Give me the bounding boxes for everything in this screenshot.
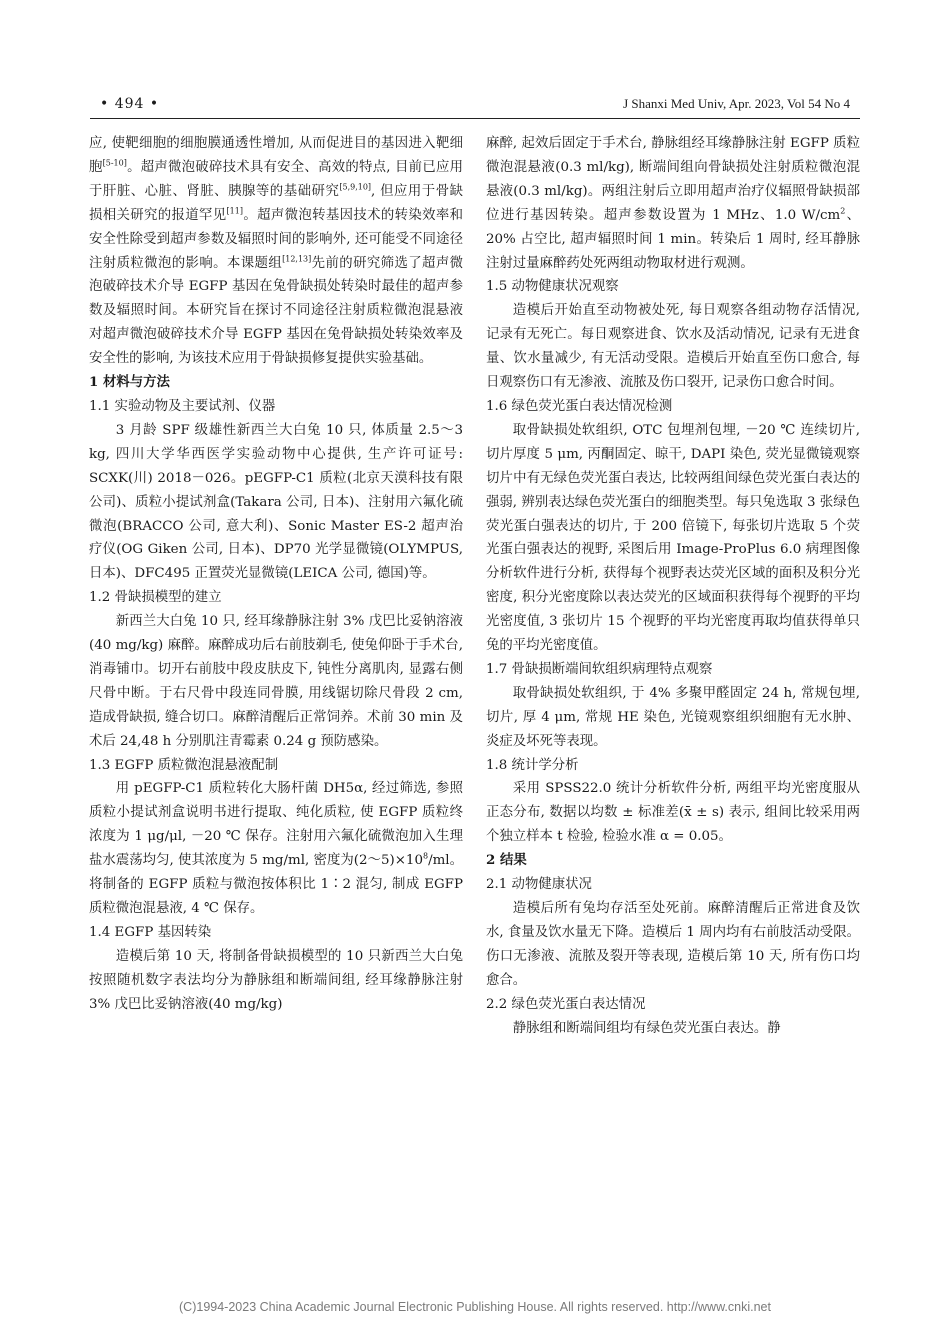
body-paragraph: 采用 SPSS22.0 统计分析软件分析, 两组平均光密度服从正态分布, 数据以均数 ± 标准差(x̄ ± s) 表示, 组间比较采用两个独立样本 t 检验, 检验水准 α = 0.05。 bbox=[486, 781, 860, 845]
citation-ref: [5-10] bbox=[102, 158, 127, 168]
body-paragraph: 取骨缺损处软组织, 于 4% 多聚甲醛固定 24 h, 常规包埋, 切片, 厚 4 μm, 常规 HE 染色, 光镜观察组织细胞有无水肿、炎症及坏死等表现。 bbox=[486, 685, 860, 749]
subsection-heading: 1.3 EGFP 质粒微泡混悬液配制 bbox=[89, 757, 279, 773]
superscript: 8 bbox=[422, 851, 429, 861]
body-text: 用 pEGFP-C1 质粒转化大肠杆菌 DH5α, 经过筛选, 参照质粒小提试剂盒说明书进行提取、纯化质粒, 使 EGFP 质粒终浓度为 1 μg/μl, －20 ℃ 保存。注射用六氟化硫微泡加入生理盐水震荡均匀, 使其浓度为 5 mg/ml, 密度为(2～5)×10 bbox=[89, 781, 463, 869]
intro-text-4: 。超声微泡转基因技术的转染效率和安全性除受到超声参数及辐照时间的影响外, 还可能受不同途径注射质粒微泡的影响。本课题组 bbox=[89, 207, 464, 271]
subsection-heading: 1.5 动物健康状况观察 bbox=[486, 279, 619, 295]
intro-text-3: , 但应用于骨缺损相关研究的报道罕见 bbox=[89, 183, 464, 223]
body-paragraph bbox=[89, 777, 463, 920]
body-paragraph: 3 月龄 SPF 级雄性新西兰大白兔 10 只, 体质量 2.5～3 kg, 四川大学华西医学实验动物中心提供, 生产许可证号: SCXK(川) 2018－026。pEGFP-C1 质粒(北京天漠科技有限公司)、质粒小提试剂盒(Takara 公司, 日本)、注射用六氟化硫微泡(BRACCO 公司, 意大利)、Sonic Master ES-2 超声治疗仪(OG Giken 公司, 日本)、DP70 光学显微镜(OLYMPUS, 日本)、DFC495 正置荧光显微镜(LEICA 公司, 德国)等。 bbox=[89, 422, 463, 582]
body-paragraph bbox=[486, 132, 860, 275]
subsection-heading: 1.2 骨缺损模型的建立 bbox=[89, 590, 222, 606]
subsection-heading: 1.1 实验动物及主要试剂、仪器 bbox=[89, 398, 276, 414]
section-heading: 1 材料与方法 bbox=[89, 374, 170, 391]
body-text: /ml。将制备的 EGFP 质粒与微泡按体积比 1∶2 混匀, 制成 EGFP 质粒微泡混悬液, 4 ℃ 保存。 bbox=[89, 853, 463, 916]
section-heading: 2 结果 bbox=[486, 852, 527, 869]
left-column bbox=[89, 132, 463, 1017]
body-paragraph: 造模后所有兔均存活至处死前。麻醉清醒后正常进食及饮水, 食量及饮水量无下降。造模后 1 周内均有右前肢活动受限。伤口无渗液、流脓及裂开等表现, 造模后第 10 天, 所有伤口均愈合。 bbox=[486, 901, 860, 988]
subsection-heading: 1.4 EGFP 基因转染 bbox=[89, 924, 212, 940]
citation-ref: [5,9,10] bbox=[339, 182, 372, 192]
page-number: • 494 • bbox=[100, 96, 160, 112]
copyright-footer: (C)1994-2023 China Academic Journal Electronic Publishing House. All rights reserved. http://www.cnki.net bbox=[179, 1300, 771, 1314]
subsection-heading: 1.8 统计学分析 bbox=[486, 757, 579, 773]
journal-citation: J Shanxi Med Univ, Apr. 2023, Vol 54 No 4 bbox=[623, 96, 850, 111]
intro-text-1: 应, 使靶细胞的细胞膜通透性增加, 从而促进目的基因进入靶细胞 bbox=[89, 136, 463, 175]
superscript: 2 bbox=[840, 206, 846, 216]
body-paragraph: 造模后第 10 天, 将制备骨缺损模型的 10 只新西兰大白兔按照随机数字表法均分为静脉组和断端间组, 经耳缘静脉注射 3% 戊巴比妥钠溶液(40 mg/kg) bbox=[89, 948, 463, 1012]
body-paragraph: 静脉组和断端间组均有绿色荧光蛋白表达。静 bbox=[512, 1020, 781, 1036]
subsection-heading: 2.2 绿色荧光蛋白表达情况 bbox=[486, 996, 646, 1012]
body-paragraph: 造模后开始直至动物被处死, 每日观察各组动物存活情况, 记录有无死亡。每日观察进食、饮水及活动情况, 记录有无进食量、饮水量减少, 有无活动受限。造模后开始直至伤口愈合, 每日观察伤口有无渗液、流脓及伤口裂开, 记录伤口愈合时间。 bbox=[486, 303, 860, 391]
body-paragraph: 取骨缺损处软组织, OTC 包埋剂包埋, －20 ℃ 连续切片, 切片厚度 5 μm, 丙酮固定、晾干, DAPI 染色, 荧光显微镜观察切片中有无绿色荧光蛋白表达, 比较两组间绿色荧光蛋白表达的强弱, 辨别表达绿色荧光蛋白的细胞类型。每只兔选取 3 张绿色荧光蛋白强表达的切片, 于 200 倍镜下, 每张切片选取 5 个荧光蛋白强表达的视野, 采图后用 Image-ProPlus 6.0 病理图像分析软件进行分析, 获得每个视野表达荧光区域的面积及积分光密度, 积分光密度除以表达荧光的区域面积获得每个视野的平均光密度值, 3 张切片 15 个视野的平均光密度再取均值获得单只兔的平均光密度值。 bbox=[486, 422, 860, 654]
subsection-heading: 1.7 骨缺损断端间软组织病理特点观察 bbox=[486, 661, 713, 677]
citation-ref: [11] bbox=[226, 206, 243, 216]
header-rule bbox=[90, 118, 860, 119]
body-text: 、20% 占空比, 超声辐照时间 1 min。转染后 1 周时, 经耳静脉注射过量麻醉药处死两组动物取材进行观测。 bbox=[486, 207, 861, 271]
intro-paragraph bbox=[89, 132, 463, 371]
intro-text-2: 。超声微泡破碎技术具有安全、高效的特点, 目前已应用于肝脏、心脏、肾脏、胰腺等的基础研究 bbox=[89, 159, 463, 199]
body-text: 麻醉, 起效后固定于手术台, 静脉组经耳缘静脉注射 EGFP 质粒微泡混悬液(0.3 ml/kg), 断端间组向骨缺损处注射质粒微泡混悬液(0.3 ml/kg)。两组注射后立即用超声治疗仪辐照骨缺损部位进行基因转染。超声参数设置为 1 MHz、1.0 W/cm bbox=[486, 136, 860, 223]
right-column bbox=[486, 132, 860, 1040]
body-paragraph: 新西兰大白兔 10 只, 经耳缘静脉注射 3% 戊巴比妥钠溶液(40 mg/kg) 麻醉。麻醉成功后右前肢剃毛, 使兔仰卧于手术台, 消毒铺巾。切开右前肢中段皮肤皮下, 钝性分离肌肉, 显露右侧尺骨中断。于右尺骨中段连同骨膜, 用线锯切除尺骨段 2 cm, 造成骨缺损, 缝合切口。麻醉清醒后正常饲养。术前 30 min 及术后 24,48 h 分别肌注青霉素 0.24 g 预防感染。 bbox=[89, 614, 463, 749]
subsection-heading: 2.1 动物健康状况 bbox=[486, 877, 592, 893]
citation-ref: [12,13] bbox=[282, 254, 312, 264]
subsection-heading: 1.6 绿色荧光蛋白表达情况检测 bbox=[486, 398, 673, 414]
intro-text-5: 先前的研究筛选了超声微泡破碎技术介导 EGFP 基因在兔骨缺损处转染时最佳的超声参数及辐照时间。本研究旨在探讨不同途径注射质粒微泡混悬液对超声微泡破碎技术介导 EGFP 基因在兔骨缺损处转染效率及安全性的影响, 为该技术应用于骨缺损修复提供实验基础。 bbox=[89, 255, 464, 367]
